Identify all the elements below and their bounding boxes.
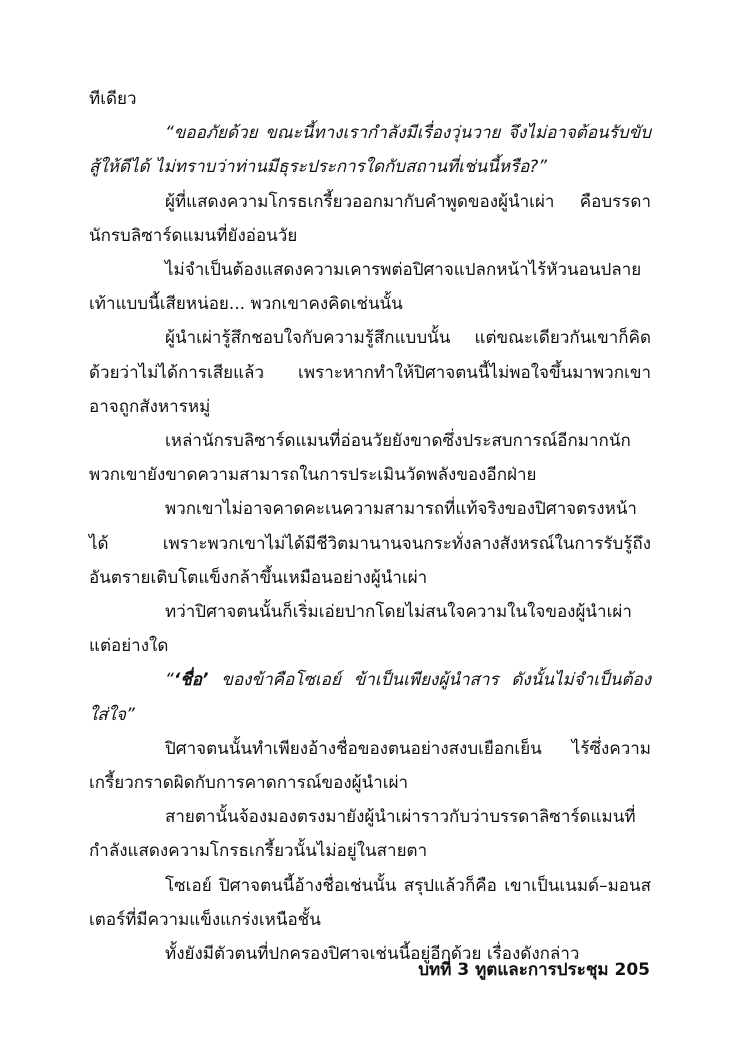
dialogue-paragraph: “ขออภัยด้วย ขณะนี้ทางเรากำลังมีเรื่องวุ่นวาย จึงไม่อาจต้อนรับขับสู้ให้ดีได้ ไม่ทราบว่าท่านมีธุระประการใดกับสถานที่เช่นนี้หรือ?” [89,123,651,178]
paragraph: ไม่จำเป็นต้องแสดงความเคารพต่อปิศาจแปลกหน้าไร้หัวนอนปลายเท้าแบบนี้เสียหน่อย... พวกเขาคงคิดเช่นนั้น [89,260,642,315]
dialogue-text: ของข้าคือโซเอย์ ข้าเป็นเพียงผู้นำสาร ดังนั้นไม่จำเป็นต้องใส่ใจ” [89,670,651,725]
paragraph: สายตานั้นจ้องมองตรงมายังผู้นำเผ่าราวกับว่าบรรดาลิซาร์ดแมนที่กำลังแสดงความโกรธเกรี้ยวนั้นไม่อยู่ในสายตา [89,807,636,862]
paragraph: ปิศาจตนนั้นทำเพียงอ้างชื่อของตนอย่างสงบเยือกเย็น ไร้ซึ่งความเกรี้ยวกราดผิดกับการคาดการณ์ของผู้นำเผ่า [89,738,651,794]
paragraph: ทว่าปิศาจตนนั้นก็เริ่มเอ่ยปากโดยไม่สนใจความในใจของผู้นำเผ่าแต่อย่างใด [89,602,632,657]
emphasized-name: ‘ชื่อ’ [173,670,209,691]
paragraph: ทีเดียว [89,89,137,109]
paragraph: ผู้นำเผ่ารู้สึกชอบใจกับความรู้สึกแบบนั้น แต่ขณะเดียวกันเขาก็คิดด้วยว่าไม่ได้การเสียแล้ว เพราะหากทำให้ปิศาจตนนี้ไม่พอใจขึ้นมาพวกเขาอาจถูกสังหารหมู่ [89,328,651,417]
dialogue-paragraph [89,663,651,731]
paragraph: โซเอย์ ปิศาจตนนี้อ้างชื่อเช่นนั้น สรุปแล้วก็คือ เขาเป็นเนมด์–มอนสเตอร์ที่มีความแข็งแกร่งเหนือชั้น [89,875,651,930]
body-text [89,82,651,971]
quote-mark: “ [165,670,174,691]
page-footer: บทที่ 3 ทูตและการประชุม 205 [418,960,650,980]
paragraph: พวกเขาไม่อาจคาดคะเนความสามารถที่แท้จริงของปิศาจตรงหน้าได้ เพราะพวกเขาไม่ได้มีชีวิตมานานจนกระทั่งลางสังหรณ์ในการรับรู้ถึงอันตรายเติบโตแข็งกล้าขึ้นเหมือนอย่างผู้นำเผ่า [89,499,651,588]
paragraph: ทั้งยังมีตัวตนที่ปกครองปิศาจเช่นนี้อยู่อีกด้วย เรื่องดังกล่าว [165,944,580,965]
paragraph: เหล่านักรบลิซาร์ดแมนที่อ่อนวัยยังขาดซึ่งประสบการณ์อีกมากนักพวกเขายังขาดความสามารถในการประเมินวัดพลังของอีกฝ่าย [89,431,631,486]
paragraph: ผู้ที่แสดงความโกรธเกรี้ยวออกมากับคำพูดของผู้นำเผ่า คือบรรดานักรบลิซาร์ดแมนที่ยังอ่อนวัย [89,191,651,246]
